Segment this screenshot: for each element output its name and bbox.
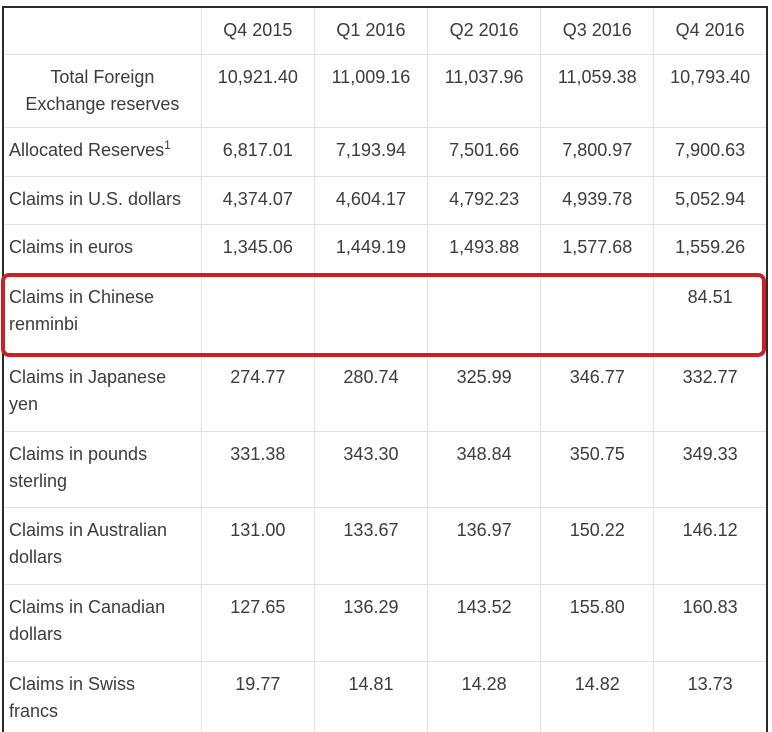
row-label: [3, 127, 201, 176]
table-row-euros: [3, 224, 767, 274]
value-cell: 7,800.97: [541, 127, 654, 176]
value-cell: 13.73: [654, 661, 767, 732]
table-row-allocated: [3, 127, 767, 176]
row-label-line1: Claims in euros: [9, 236, 134, 257]
value-cell: 332.77: [654, 354, 767, 431]
row-label-line1: Claims in Swiss: [9, 673, 136, 694]
row-label-line2: dollars: [9, 623, 63, 644]
row-label: [3, 354, 201, 431]
value-cell: 160.83: [654, 584, 767, 661]
row-label-line1: Claims in Australian: [9, 519, 168, 540]
value-cell: 280.74: [314, 354, 427, 431]
row-label-line2: Exchange reserves: [25, 93, 180, 114]
value-cell: 4,604.17: [314, 176, 427, 224]
row-label-line1: Allocated Reserves$^1$: [9, 137, 171, 160]
table-row-swiss: [3, 661, 767, 732]
table-row-usd: [3, 176, 767, 224]
value-cell: 11,059.38: [541, 54, 654, 127]
value-cell: 7,501.66: [428, 127, 541, 176]
value-cell: 19.77: [201, 661, 314, 732]
value-cell: 4,792.23: [428, 176, 541, 224]
value-cell: 4,939.78: [541, 176, 654, 224]
value-cell: 155.80: [541, 584, 654, 661]
corner-cell: [3, 7, 201, 54]
row-label-line1: Claims in Japanese: [9, 366, 167, 387]
table-row-yen: [3, 354, 767, 431]
table-row-renminbi-highlighted: [3, 274, 767, 354]
row-label: [3, 507, 201, 584]
row-label-line1: Claims in U.S. dollars: [9, 188, 182, 209]
value-cell: 1,345.06: [201, 224, 314, 274]
value-cell: 1,449.19: [314, 224, 427, 274]
value-cell: 84.51: [654, 274, 767, 354]
value-cell: 1,577.68: [541, 224, 654, 274]
value-cell: 350.75: [541, 431, 654, 507]
row-label: [3, 274, 201, 354]
column-header-q4-2016: Q4 2016: [654, 7, 767, 54]
row-label-line2: francs: [9, 700, 59, 721]
value-cell: 136.29: [314, 584, 427, 661]
footnote-marker: 1: [164, 137, 171, 152]
table-row-total: [3, 54, 767, 127]
column-header-q2-2016: Q2 2016: [428, 7, 541, 54]
row-label: [3, 431, 201, 507]
row-label: [3, 54, 201, 127]
row-label-line1: Claims in Chinese: [9, 286, 155, 307]
value-cell: 1,493.88: [428, 224, 541, 274]
value-cell: 10,921.40: [201, 54, 314, 127]
value-cell-empty: [541, 274, 654, 354]
value-cell-empty: [201, 274, 314, 354]
row-label-line1: Claims in Canadian: [9, 596, 166, 617]
value-cell: 14.82: [541, 661, 654, 732]
value-cell: 346.77: [541, 354, 654, 431]
header-row: [3, 7, 767, 54]
row-label: [3, 661, 201, 732]
value-cell: 10,793.40: [654, 54, 767, 127]
value-cell: 349.33: [654, 431, 767, 507]
row-label-line1: Total Foreign: [50, 66, 155, 87]
value-cell: 11,037.96: [428, 54, 541, 127]
column-header-q3-2016: Q3 2016: [541, 7, 654, 54]
value-cell: 131.00: [201, 507, 314, 584]
table-row-australian: [3, 507, 767, 584]
value-cell: 1,559.26: [654, 224, 767, 274]
value-cell: 7,193.94: [314, 127, 427, 176]
value-cell: 14.28: [428, 661, 541, 732]
value-cell: 348.84: [428, 431, 541, 507]
value-cell: 133.67: [314, 507, 427, 584]
value-cell: 274.77: [201, 354, 314, 431]
value-cell: 4,374.07: [201, 176, 314, 224]
value-cell-empty: [314, 274, 427, 354]
value-cell: 14.81: [314, 661, 427, 732]
column-header-q4-2015: Q4 2015: [201, 7, 314, 54]
table-row-pounds: [3, 431, 767, 507]
value-cell: 143.52: [428, 584, 541, 661]
value-cell: 150.22: [541, 507, 654, 584]
value-cell: 331.38: [201, 431, 314, 507]
table-row-canadian: [3, 584, 767, 661]
value-cell: 136.97: [428, 507, 541, 584]
row-label: [3, 584, 201, 661]
column-header-q1-2016: Q1 2016: [314, 7, 427, 54]
row-label: [3, 176, 201, 224]
row-label-line2: yen: [9, 393, 39, 414]
foreign-exchange-reserves-table: [2, 6, 768, 732]
value-cell-empty: [428, 274, 541, 354]
value-cell: 5,052.94: [654, 176, 767, 224]
row-label-line2: dollars: [9, 546, 63, 567]
value-cell: 325.99: [428, 354, 541, 431]
value-cell: 343.30: [314, 431, 427, 507]
row-label: [3, 224, 201, 274]
value-cell: 11,009.16: [314, 54, 427, 127]
value-cell: 127.65: [201, 584, 314, 661]
value-cell: 146.12: [654, 507, 767, 584]
row-label-line1: Claims in pounds: [9, 443, 148, 464]
row-label-line2: sterling: [9, 470, 68, 491]
row-label-line2: renminbi: [9, 313, 79, 334]
value-cell: 6,817.01: [201, 127, 314, 176]
value-cell: 7,900.63: [654, 127, 767, 176]
